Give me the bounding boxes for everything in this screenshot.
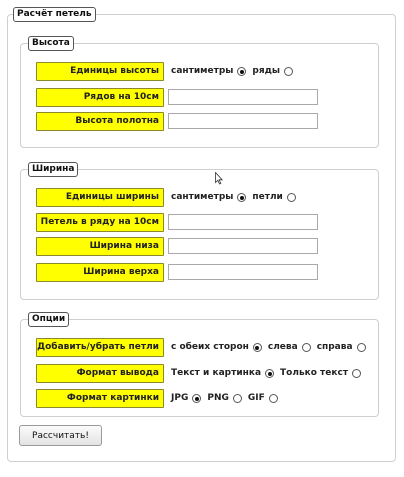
calculate-button[interactable]: Рассчитать!	[19, 425, 102, 446]
image-format-option-gif[interactable]: GIF	[248, 392, 278, 405]
image-format-option-jpg[interactable]: JPG	[171, 392, 201, 405]
image-format-option-png[interactable]: PNG	[207, 392, 242, 405]
bottom-width-label: Ширина низа	[36, 237, 164, 256]
width-group	[20, 164, 379, 300]
top-width-input[interactable]	[168, 264, 318, 280]
add-remove-label: Добавить/убрать петли	[36, 338, 164, 357]
add-remove-both-radio[interactable]	[253, 343, 262, 352]
height-units-option-rows[interactable]: ряды	[252, 65, 293, 78]
image-format-jpg-radio[interactable]	[192, 394, 201, 403]
width-units-options	[171, 188, 302, 207]
rows-per-10cm-label: Рядов на 10см	[36, 88, 164, 107]
bottom-width-input[interactable]	[168, 238, 318, 254]
add-remove-option-both[interactable]: с обеих сторон	[171, 341, 262, 354]
height-group	[20, 38, 379, 148]
add-remove-option-left[interactable]: слева	[268, 341, 311, 354]
output-format-text-image-radio[interactable]	[265, 369, 274, 378]
output-format-label: Формат вывода	[36, 364, 164, 383]
width-units-label: Единицы ширины	[36, 188, 164, 207]
add-remove-option-right[interactable]: справа	[317, 341, 366, 354]
output-format-options	[171, 364, 367, 383]
mouse-cursor-icon	[215, 172, 223, 185]
add-remove-right-radio[interactable]	[357, 343, 366, 352]
height-units-cm-radio[interactable]	[237, 67, 246, 76]
height-group-title: Высота	[28, 36, 74, 51]
image-format-png-radio[interactable]	[233, 394, 242, 403]
options-group	[20, 314, 379, 417]
output-format-text-only-radio[interactable]	[352, 369, 361, 378]
height-units-rows-radio[interactable]	[284, 67, 293, 76]
width-units-option-stitches[interactable]: петли	[252, 191, 295, 204]
output-format-option-text-only[interactable]: Только текст	[280, 367, 361, 380]
top-width-label: Ширина верха	[36, 263, 164, 282]
width-units-option-cm[interactable]: сантиметры	[171, 191, 246, 204]
height-units-options	[171, 62, 299, 81]
image-format-options	[171, 389, 284, 408]
height-units-label: Единицы высоты	[36, 62, 164, 81]
width-units-cm-radio[interactable]	[237, 193, 246, 202]
width-units-stitches-radio[interactable]	[287, 193, 296, 202]
add-remove-left-radio[interactable]	[302, 343, 311, 352]
height-units-option-cm[interactable]: сантиметры	[171, 65, 246, 78]
fabric-height-input[interactable]	[168, 113, 318, 129]
add-remove-options	[171, 338, 372, 357]
options-group-title: Опции	[28, 312, 69, 327]
stitches-per-10cm-label: Петель в ряду на 10см	[36, 213, 164, 232]
output-format-option-text-image[interactable]: Текст и картинка	[171, 367, 274, 380]
form-title: Расчёт петель	[13, 7, 96, 22]
image-format-label: Формат картинки	[36, 389, 164, 408]
image-format-gif-radio[interactable]	[269, 394, 278, 403]
stitches-per-10cm-input[interactable]	[168, 214, 318, 230]
stitch-calculator-form	[7, 9, 396, 462]
width-group-title: Ширина	[28, 162, 78, 177]
rows-per-10cm-input[interactable]	[168, 89, 318, 105]
fabric-height-label: Высота полотна	[36, 112, 164, 131]
